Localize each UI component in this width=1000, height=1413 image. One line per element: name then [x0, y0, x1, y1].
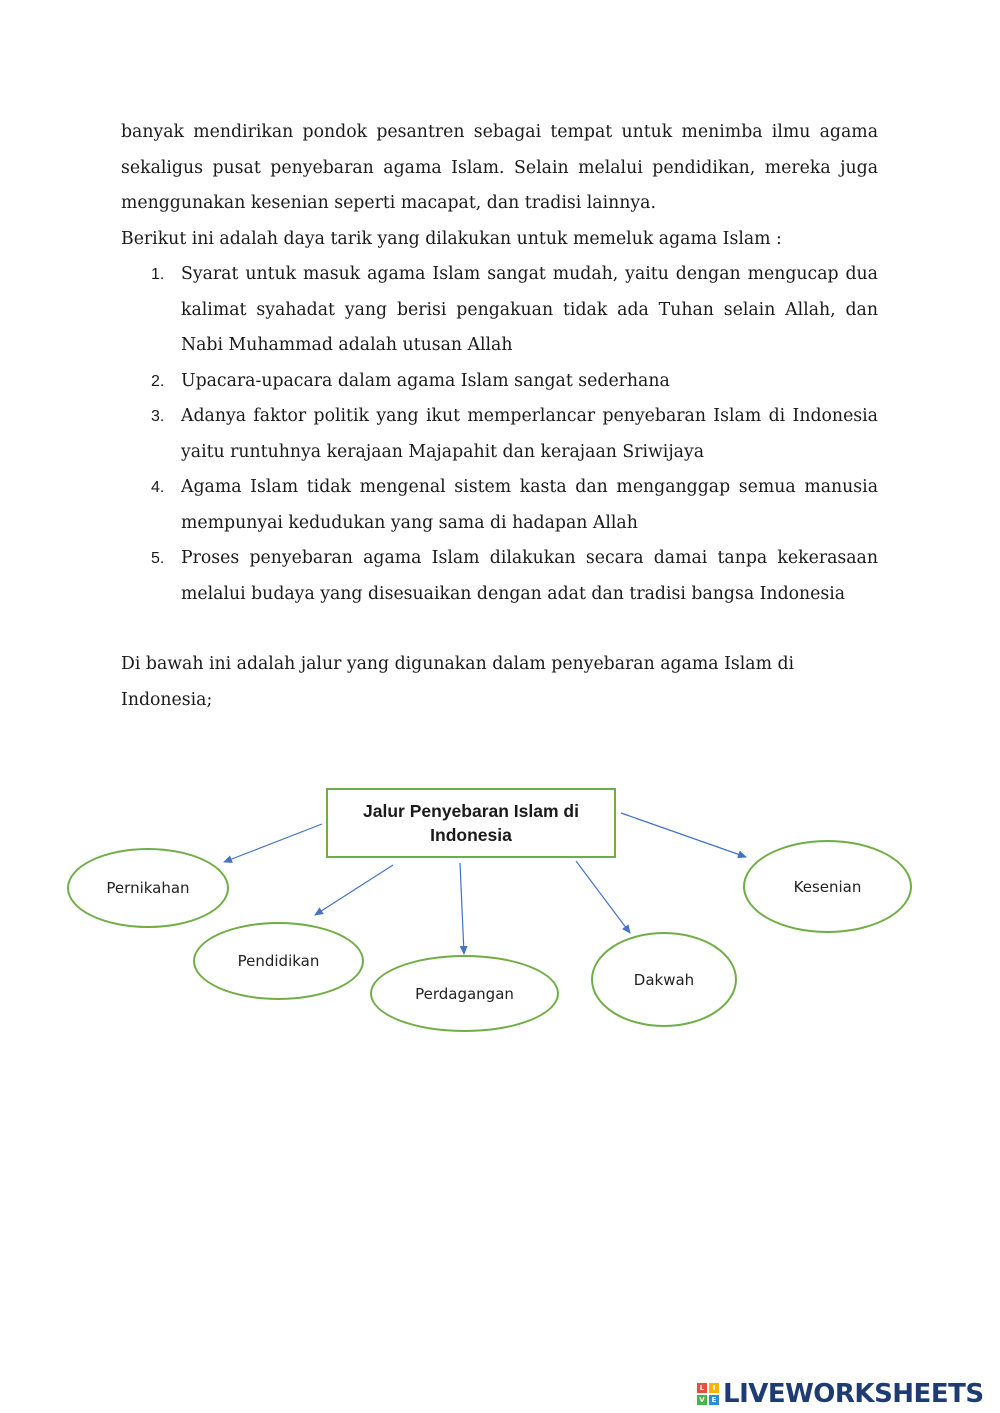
- node-pendidikan: [193, 922, 364, 1000]
- node-kesenian: [743, 840, 912, 933]
- list-item: [121, 541, 878, 612]
- list-item-text: Syarat untuk masuk agama Islam sangat mudah, yaitu dengan mengucap dua kalimat syahadat yang berisi pengakuan tidak ada Tuhan selain Allah, dan Nabi Muhammad adalah utusan Allah: [181, 264, 878, 355]
- arrow-to-pernikahan: [224, 824, 322, 862]
- list-item: [121, 399, 878, 470]
- list-number: 4.: [151, 479, 165, 496]
- list-number: 2.: [151, 372, 165, 390]
- arrow-to-dakwah: [576, 861, 630, 933]
- concept-diagram: [0, 760, 1000, 1060]
- logo-tile: L: [697, 1383, 707, 1393]
- intro-paragraph: banyak mendirikan pondok pesantren sebagai tempat untuk menimba ilmu agama sekaligus pusat penyebaran agama Islam. Selain melalui pendidikan, mereka juga menggunakan kesenian seperti macapat, dan tradisi lainnya.: [121, 122, 878, 213]
- list-item-text: Proses penyebaran agama Islam dilakukan secara damai tanpa kekerasaan melalui budaya yang disesuaikan dengan adat dan tradisi bangsa Indonesia: [181, 548, 878, 604]
- node-label: Kesenian: [793, 877, 862, 896]
- node-label: Perdagangan: [415, 984, 514, 1003]
- arrow-to-pendidikan: [315, 865, 393, 915]
- list-number: 3.: [151, 408, 165, 425]
- list-item: [121, 364, 878, 400]
- node-pernikahan: [67, 848, 229, 928]
- diagram-intro-paragraph: Di bawah ini adalah jalur yang digunakan dalam penyebaran agama Islam di Indonesia;: [121, 654, 795, 710]
- node-label: Pernikahan: [106, 879, 190, 897]
- list-item: [121, 257, 878, 364]
- arrow-to-perdagangan: [460, 863, 464, 954]
- node-perdagangan: [370, 955, 559, 1032]
- node-label: Dakwah: [633, 970, 695, 989]
- logo-tile: I: [709, 1383, 719, 1393]
- logo-mark-icon: [697, 1383, 719, 1405]
- node-label: Pendidikan: [237, 952, 320, 970]
- diagram-title: Jalur Penyebaran Islam di Indonesia: [363, 801, 579, 845]
- list-item-text: Adanya faktor politik yang ikut memperlancar penyebaran Islam di Indonesia yaitu runtuhnya kerajaan Majapahit dan kerajaan Sriwijaya: [181, 406, 878, 462]
- logo-tile: E: [709, 1395, 719, 1405]
- list-item-text: Agama Islam tidak mengenal sistem kasta dan menganggap semua manusia mempunyai kedudukan yang sama di hadapan Allah: [181, 477, 878, 533]
- logo-tile: V: [697, 1395, 707, 1405]
- list-item-text: Upacara-upacara dalam agama Islam sangat sederhana: [181, 370, 670, 391]
- node-dakwah: [591, 932, 737, 1027]
- list-intro-paragraph: Berikut ini adalah daya tarik yang dilakukan untuk memeluk agama Islam :: [121, 229, 782, 249]
- list-number: 5.: [151, 550, 165, 567]
- list-item: [121, 470, 878, 541]
- arrow-to-kesenian: [621, 813, 746, 857]
- liveworksheets-logo: [697, 1378, 984, 1410]
- reasons-list: [121, 257, 878, 612]
- diagram-title-box: [326, 788, 616, 858]
- list-number: 1.: [151, 266, 165, 283]
- logo-text: LIVEWORKSHEETS: [723, 1379, 984, 1409]
